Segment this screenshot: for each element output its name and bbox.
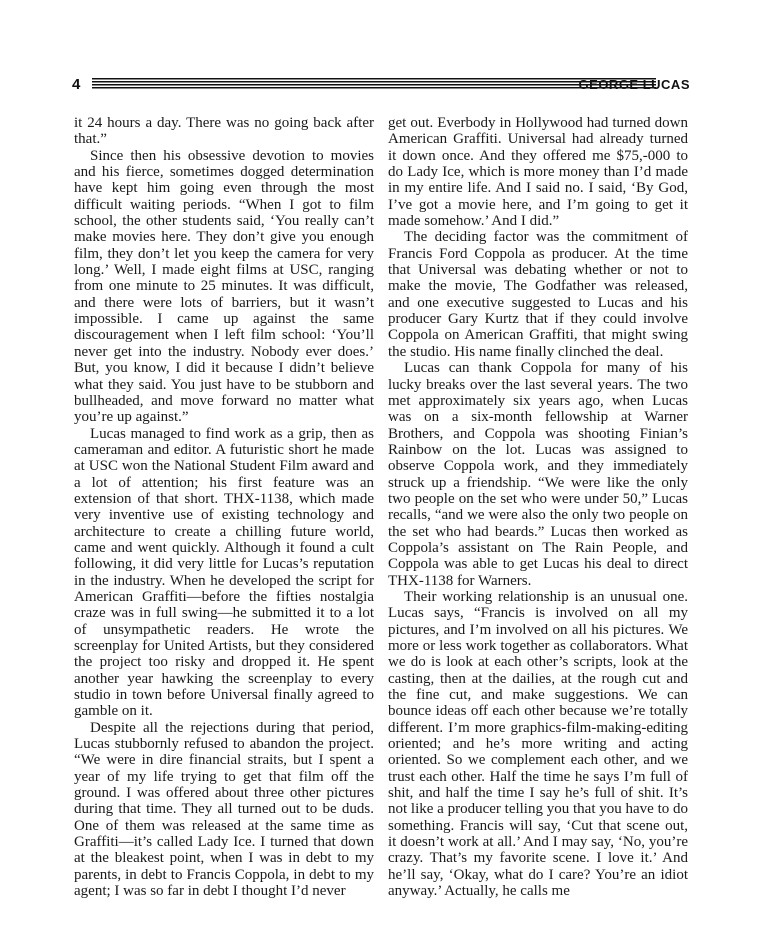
paragraph: The deciding factor was the commitment of Francis Ford Coppola as producer. At the time that Universal was debating whether or not to make the movie, The Godfather was released, and one executive suggested to Lucas and his producer Gary Kurtz that if they could involve Coppola on American Graffiti, that might swing the studio. His name finally clinched the deal.	[388, 229, 688, 360]
paragraph: get out. Everbody in Hollywood had turned down American Graffiti. Universal had already turned it down once. And they offered me $75,-000 to do Lady Ice, which is more money than I’d made in my entire life. And I said no. I said, ‘By God, I’ve got a movie here, and I’m going to get it made somehow.’ And I did.”	[388, 115, 688, 230]
paragraph: Since then his obsessive devotion to movies and his fierce, sometimes dogged determination have kept him going even through the most difficult waiting periods. “When I got to film school, the other students said, ‘You really can’t make movies here. They don’t give you enough film, they don’t let you keep the camera for very long.’ Well, I made eight films at USC, ranging from one minute to 25 minutes. It was difficult, and there were lots of barriers, but it wasn’t impossible. I came up against the same discouragement when I left film school: ‘You’ll never get into the industry. Nobody ever does.’ But, you know, I did it because I didn’t believe what they said. You just have to be stubborn and bullheaded, and move forward no matter what you’re up against.”	[74, 147, 374, 426]
paragraph: it 24 hours a day. There was no going back after that.”	[74, 115, 374, 148]
text-column-left	[74, 115, 374, 900]
header-rule	[92, 78, 656, 90]
paragraph: Lucas can thank Coppola for many of his lucky breaks over the last several years. The two met approximately six years ago, when Lucas was on a six-month fellowship at Warner Brothers, and Coppola was shooting Finian’s Rainbow on the lot. Lucas was assigned to observe Coppola work, and they immediately struck up a friendship. “We were like the only two people on the set who were under 50,” Lucas recalls, “and we were also the only two people on the set who had beards.” Lucas then worked as Coppola’s assistant on The Rain People, and Coppola was able to get Lucas his deal to direct THX-1138 for Warners.	[388, 360, 688, 589]
paragraph: Their working relationship is an unusual one. Lucas says, “Francis is involved on all my pictures, and I’m involved on all his pictures. We more or less work together as collaborators. What we do is look at each other’s scripts, look at the casting, then at the dailies, at the rough cut and the fine cut, and make suggestions. We can bounce ideas off each other because we’re totally different. I’m more graphics-film-making-editing oriented; and he’s more writing and acting oriented. So we complement each other, and we trust each other. Half the time he says I’m full of shit, and half the time I say he’s full of shit. It’s not like a producer telling you that you have to do something. Francis will say, ‘Cut that scene out, it doesn’t work at all.’ And I may say, ‘No, you’re crazy. That’s my favorite scene. I love it.’ And he’ll say, ‘Okay, what do I care? You’re an idiot anyway.’ Actually, he calls me	[388, 588, 688, 900]
paragraph: Despite all the rejections during that period, Lucas stubbornly refused to abandon the project. “We were in dire financial straits, but I spent a year of my life trying to get that film off the ground. I was offered about three other pictures during that time. They all turned out to be duds. One of them was released at the same time as Graffiti—it’s called Lady Ice. I turned that down at the bleakest point, when I was in debt to my parents, in debt to Francis Coppola, in debt to my agent; I was so far in debt I thought I’d never	[74, 719, 374, 900]
page-header	[72, 74, 690, 96]
text-column-right	[388, 115, 688, 900]
paragraph: Lucas managed to find work as a grip, then as cameraman and editor. A futuristic short he made at USC won the National Student Film award and a lot of attention; his first feature was an extension of that short. THX-1138, which made very inventive use of existing technology and architecture to create a chilling future world, came and went quickly. Although it found a cult following, it did very little for Lucas’s reputation in the industry. When he developed the script for American Graffiti—before the fifties nostalgia craze was in full swing—he submitted it to a lot of unsympathetic readers. He wrote the screenplay for United Artists, but they considered the project too risky and dropped it. He spent another year hawking the screenplay to every studio in town before Universal finally agreed to gamble on it.	[74, 425, 374, 720]
page-number: 4	[72, 76, 81, 93]
running-title: GEORGE LUCAS	[578, 77, 690, 92]
